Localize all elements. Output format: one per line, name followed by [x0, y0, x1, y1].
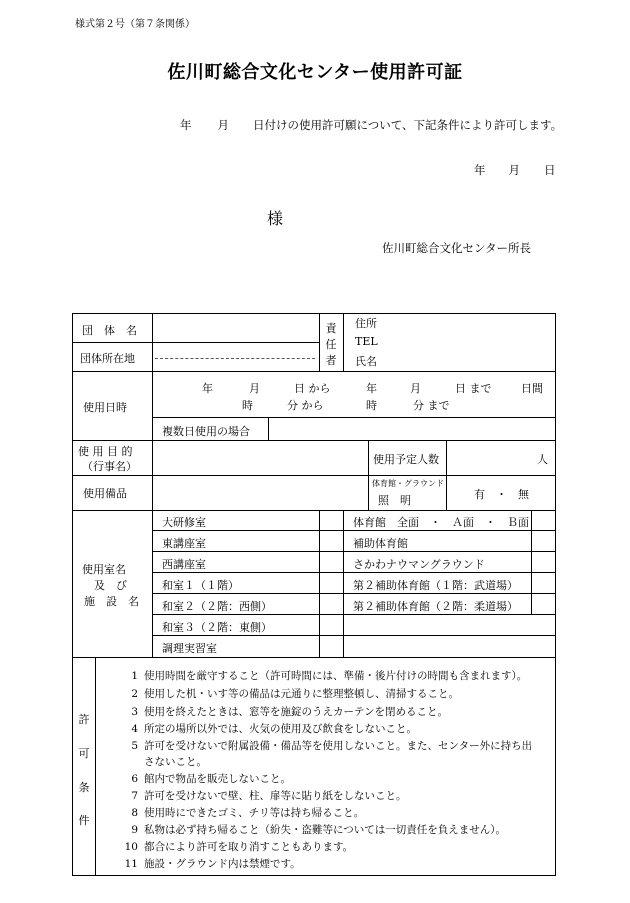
condition-item: 9 私物は必ず持ち帰ること（紛失・盗難等については一切責任を負えません）。 — [131, 824, 507, 836]
intro-text: 日付けの使用許可願について、下記条件により許可します。 — [253, 118, 563, 132]
label-resp-address: 住所 — [355, 317, 377, 330]
group-address-input-line[interactable] — [155, 358, 315, 359]
condition-item: 6 館内で物品を販売しないこと。 — [131, 773, 291, 785]
date-from-year: 年 — [202, 382, 213, 395]
page-title: 佐川町総合文化センター使用許可証 — [167, 62, 463, 83]
room-left-2: 東講座室 — [162, 537, 206, 550]
lighting-options: 有 ・ 無 — [474, 488, 529, 501]
label-group-name: 団 体 名 — [82, 324, 137, 337]
label-conditions-4: 件 — [78, 814, 90, 827]
time-to-minute: 分 まで — [413, 399, 450, 412]
intro-line — [180, 117, 562, 133]
label-conditions-3: 条 — [78, 781, 90, 794]
label-responsible-3: 者 — [325, 354, 337, 367]
issuer-name: 佐川町総合文化センター所長 — [382, 241, 532, 255]
room-right-5: 第２補助体育館（２階：柔道場） — [353, 600, 518, 613]
condition-item: 5 許可を受けないで附属設備・備品等を使用しないこと。また、センター外に持ち出 — [131, 740, 533, 752]
issue-year: 年 — [474, 163, 486, 177]
room-left-4: 和室１（１階） — [162, 579, 239, 592]
room-left-6: 和室３（２階：東側） — [162, 621, 272, 634]
time-to-hour: 時 — [366, 399, 377, 412]
label-purpose-event: （行事名） — [82, 460, 137, 473]
label-multi-day: 複数日使用の場合 — [162, 425, 250, 438]
condition-item: 11 施設・グラウンド内は禁煙です。 — [124, 858, 301, 870]
date-from-day: 日 から — [294, 382, 331, 395]
label-room-1: 使用室名 — [82, 563, 126, 576]
condition-item: 4 所定の場所以外では、火気の使用及び飲食をしないこと。 — [131, 723, 417, 735]
people-unit: 人 — [537, 453, 548, 466]
label-use-date: 使用日時 — [83, 401, 127, 414]
date-from-month: 月 — [249, 382, 260, 395]
room-left-7: 調理実習室 — [162, 642, 217, 655]
time-from-hour: 時 — [242, 399, 253, 412]
label-room-3: 施 設 名 — [84, 595, 139, 608]
addressee-sama: 様 — [267, 209, 284, 228]
label-conditions-2: 可 — [78, 747, 90, 760]
date-days: 日間 — [521, 382, 543, 395]
label-responsible-1: 責 — [325, 322, 337, 335]
condition-item: 10 都合により許可を取り消すこともあります。 — [124, 841, 354, 853]
room-right-4: 第２補助体育館（１階：武道場） — [353, 579, 518, 592]
issue-day: 日 — [544, 163, 556, 177]
label-equipment: 使用備品 — [83, 487, 127, 500]
condition-item-continued: さないこと。 — [144, 756, 207, 768]
intro-year: 年 — [180, 118, 192, 132]
issue-date — [474, 162, 556, 178]
date-to-month: 月 — [410, 382, 421, 395]
condition-item: 1 使用時間を厳守すること（許可時間には、準備・後片付けの時間も含まれます）。 — [131, 670, 528, 682]
date-to-year: 年 — [366, 382, 377, 395]
label-responsible-2: 任 — [325, 338, 337, 351]
label-lighting-small: 体育館・グラウンド — [372, 479, 444, 488]
label-group-address: 団体所在地 — [80, 352, 135, 365]
condition-item: 7 許可を受けないで壁、柱、扉等に貼り紙をしないこと。 — [131, 790, 407, 802]
room-right-2: 補助体育館 — [353, 537, 408, 550]
condition-item: 3 使用を終えたときは、窓等を施錠のうえカーテンを閉めること。 — [131, 706, 448, 718]
room-right-3: さかわナウマングラウンド — [353, 558, 485, 571]
room-left-3: 西講座室 — [162, 558, 206, 571]
label-room-2: 及 び — [94, 579, 127, 592]
date-to-day: 日 まで — [455, 382, 492, 395]
label-resp-tel: TEL — [355, 335, 378, 348]
condition-item: 8 使用時にできたゴミ、チリ等は持ち帰ること。 — [131, 807, 365, 819]
room-left-1: 大研修室 — [162, 516, 206, 529]
intro-month: 月 — [217, 118, 229, 132]
time-from-minute: 分 から — [287, 399, 324, 412]
form-number: 様式第２号（第７条関係） — [75, 19, 195, 30]
label-resp-name: 氏名 — [355, 355, 377, 368]
room-right-1: 体育館 全面 ・ Ａ面 ・ Ｂ面 — [353, 516, 529, 529]
label-planned-people: 使用予定人数 — [373, 453, 439, 466]
label-lighting: 照 明 — [378, 494, 411, 507]
condition-item: 2 使用した机・いす等の備品は元通りに整理整頓し、清掃すること。 — [131, 688, 459, 700]
label-conditions-1: 許 — [78, 713, 90, 726]
issue-month: 月 — [508, 163, 520, 177]
room-left-5: 和室２（２階：西側） — [162, 600, 272, 613]
label-purpose: 使 用 目 的 — [78, 445, 133, 458]
